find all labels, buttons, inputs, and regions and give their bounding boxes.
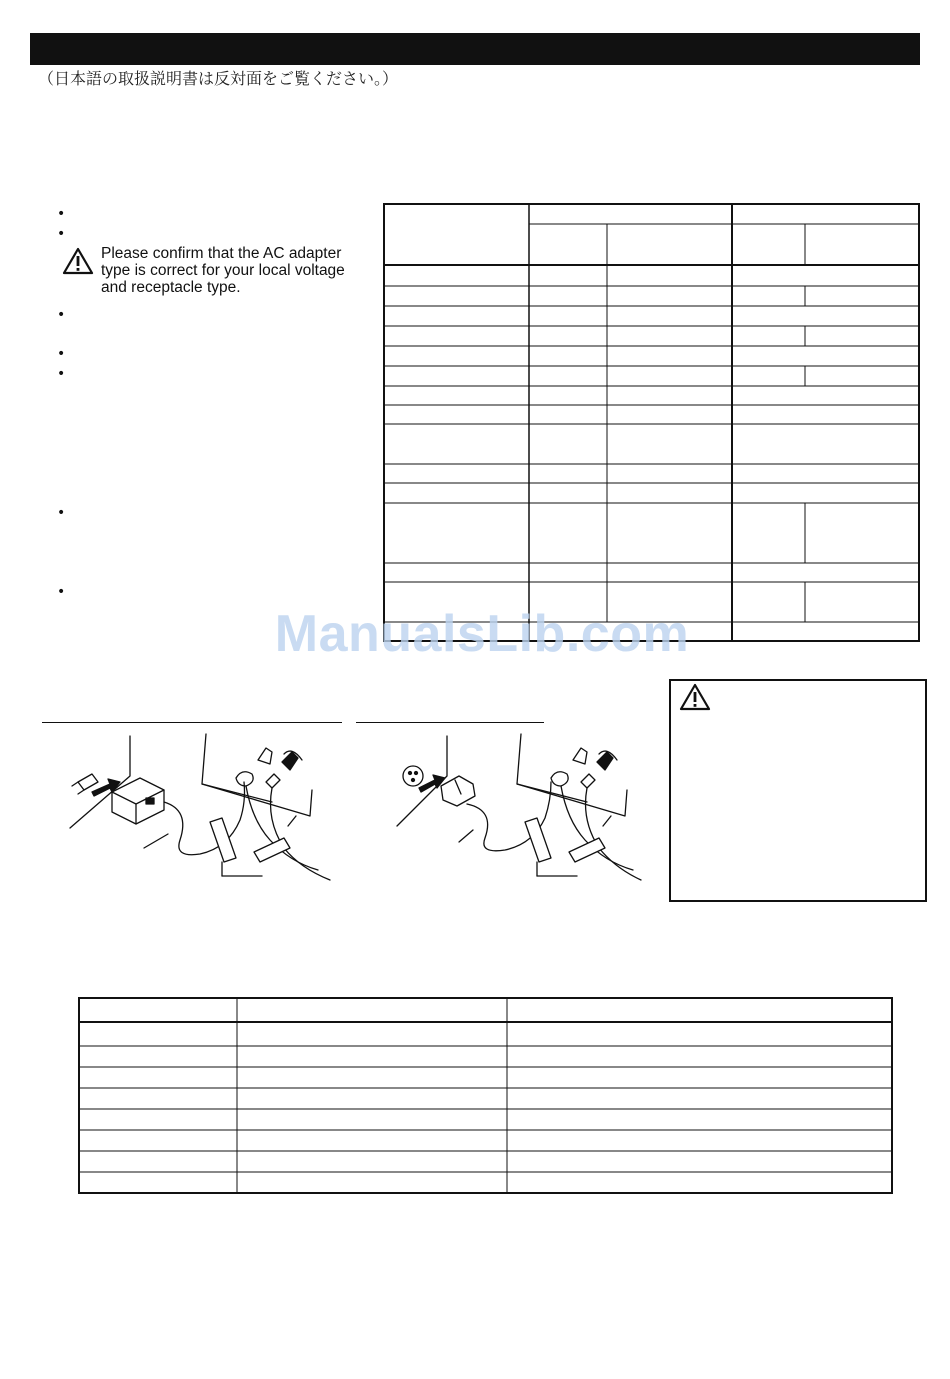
bullet-point: •: [57, 307, 66, 323]
section-rule: [42, 722, 342, 723]
warning-triangle-icon: [679, 683, 711, 711]
power-cord-plug-illustration: [355, 730, 645, 890]
bullet-point: •: [57, 366, 66, 382]
ac-adapter-plug-illustration: [40, 730, 340, 890]
specification-table: [383, 203, 920, 643]
warning-line: and receptacle type.: [101, 279, 241, 296]
bullet-point: •: [57, 226, 66, 242]
japanese-manual-note: （日本語の取扱説明書は反対面をご覧ください。）: [38, 69, 399, 88]
bullet-point: •: [57, 206, 66, 222]
header-bar: [30, 33, 920, 65]
warning-line: type is correct for your local voltage: [101, 262, 345, 279]
warning-triangle-icon: [62, 247, 94, 275]
warning-line: Please confirm that the AC adapter: [101, 245, 342, 262]
caution-box: [669, 679, 927, 902]
bullet-point: •: [57, 505, 66, 521]
bottom-table: [78, 997, 893, 1194]
bullet-point: •: [57, 584, 66, 600]
section-rule: [356, 722, 544, 723]
watermark: ManualsLib.com: [274, 605, 690, 663]
bullet-point: •: [57, 346, 66, 362]
ac-adapter-warning: [101, 245, 376, 296]
